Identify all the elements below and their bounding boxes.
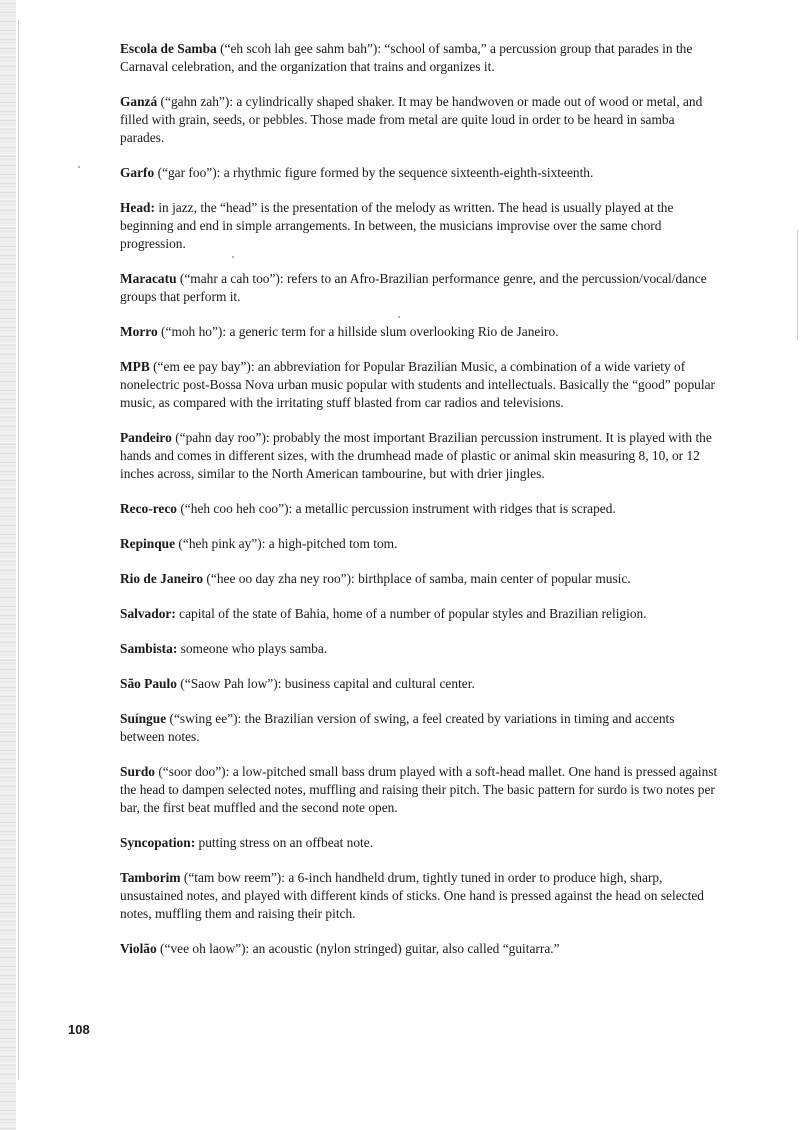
glossary-entry (120, 500, 720, 518)
glossary-term: Garfo (120, 165, 155, 180)
glossary-entry (120, 429, 720, 483)
scan-speck (78, 166, 80, 168)
glossary-term: Head: (120, 200, 155, 215)
glossary-term: Sambista: (120, 641, 178, 656)
glossary-definition: (“soor doo”): a low-pitched small bass drum played with a soft-head mallet. One hand is pressed against the head to dampen selected notes, muffling and raising their pitch. The basic pattern for surdo is two notes per bar, the first beat muffled and the second note open. (120, 764, 718, 815)
glossary-entry (120, 675, 720, 693)
glossary-term: Ganzá (120, 94, 158, 109)
glossary-definition: (“gar foo”): a rhythmic figure formed by the sequence sixteenth-eighth-sixteenth. (154, 165, 594, 180)
glossary-definition: (“pahn day roo”): probably the most important Brazilian percussion instrument. It is played with the hands and comes in different sizes, with the drumhead made of plastic or animal skin measuring 8, 10, or 12 inches across, similar to the North American tambourine, but with drier jingles. (120, 430, 712, 481)
glossary-entry (120, 869, 720, 923)
glossary-definition: (“moh ho”): a generic term for a hillside slum overlooking Rio de Janeiro. (157, 324, 559, 339)
glossary-definition: capital of the state of Bahia, home of a number of popular styles and Brazilian religion. (175, 606, 647, 621)
glossary-definition: (“hee oo day zha ney roo”): birthplace of samba, main center of popular music. (203, 571, 631, 586)
glossary-definition: (“swing ee”): the Brazilian version of swing, a feel created by variations in timing and accents between notes. (120, 711, 675, 744)
glossary-term: Maracatu (120, 271, 177, 286)
glossary-list (120, 40, 720, 975)
glossary-definition: (“gahn zah”): a cylindrically shaped shaker. It may be handwoven or made out of wood or metal, and filled with grain, seeds, or pebbles. Those made from metal are quite loud in order to be heard in samba parades. (120, 94, 703, 145)
glossary-definition: in jazz, the “head” is the presentation of the melody as written. The head is usually played at the beginning and end in simple arrangements. In between, the musicians improvise over the same chord progression. (120, 200, 674, 251)
glossary-entry (120, 570, 720, 588)
glossary-entry (120, 164, 720, 182)
glossary-term: Repinque (120, 536, 176, 551)
glossary-term: Suíngue (120, 711, 167, 726)
glossary-term: Pandeiro (120, 430, 172, 445)
scan-binding-edge (0, 0, 16, 1130)
glossary-term: Violão (120, 941, 157, 956)
glossary-entry (120, 710, 720, 746)
glossary-term: MPB (120, 359, 150, 374)
glossary-definition: (“vee oh laow”): an acoustic (nylon stringed) guitar, also called “guitarra.” (156, 941, 560, 956)
glossary-entry (120, 834, 720, 852)
glossary-entry (120, 763, 720, 817)
glossary-definition: (“mahr a cah too”): refers to an Afro-Brazilian performance genre, and the percussion/vocal/dance groups that perform it. (120, 271, 707, 304)
glossary-entry (120, 323, 720, 341)
glossary-term: Salvador: (120, 606, 176, 621)
scan-edge-line (18, 20, 19, 1080)
glossary-definition: (“eh scoh lah gee sahm bah”): “school of samba,” a percussion group that parades in the Carnaval celebration, and the organization that trains and organizes it. (120, 41, 693, 74)
glossary-term: Escola de Samba (120, 41, 217, 56)
glossary-definition: someone who plays samba. (177, 641, 328, 656)
scan-right-mark (797, 230, 798, 340)
glossary-term: Syncopation: (120, 835, 196, 850)
glossary-definition: (“em ee pay bay”): an abbreviation for Popular Brazilian Music, a combination of a wide variety of nonelectric post-Bossa Nova urban music popular with students and intellectuals. Basically the “good” popular music, as compared with the irritating stuff blasted from car radios and televisions. (120, 359, 715, 410)
glossary-entry (120, 199, 720, 253)
glossary-entry (120, 535, 720, 553)
glossary-entry (120, 93, 720, 147)
glossary-term: Morro (120, 324, 158, 339)
glossary-definition: (“heh coo heh coo”): a metallic percussion instrument with ridges that is scraped. (177, 501, 616, 516)
glossary-entry (120, 640, 720, 658)
glossary-term: Surdo (120, 764, 155, 779)
page-number: 108 (68, 1022, 90, 1037)
glossary-term: Reco-reco (120, 501, 177, 516)
glossary-entry (120, 358, 720, 412)
glossary-term: Tamborim (120, 870, 181, 885)
glossary-definition: (“Saow Pah low”): business capital and cultural center. (176, 676, 475, 691)
glossary-entry (120, 605, 720, 623)
glossary-definition: putting stress on an offbeat note. (195, 835, 374, 850)
glossary-entry (120, 40, 720, 76)
glossary-definition: (“tam bow reem”): a 6-inch handheld drum, tightly tuned in order to produce high, sharp, unsustained notes, and played with different kinds of sticks. One hand is pressed against the head on selected notes, muffling them and raising their pitch. (120, 870, 704, 921)
glossary-entry (120, 270, 720, 306)
glossary-term: São Paulo (120, 676, 177, 691)
glossary-definition: (“heh pink ay”): a high-pitched tom tom. (175, 536, 398, 551)
glossary-entry (120, 940, 720, 958)
glossary-term: Rio de Janeiro (120, 571, 204, 586)
